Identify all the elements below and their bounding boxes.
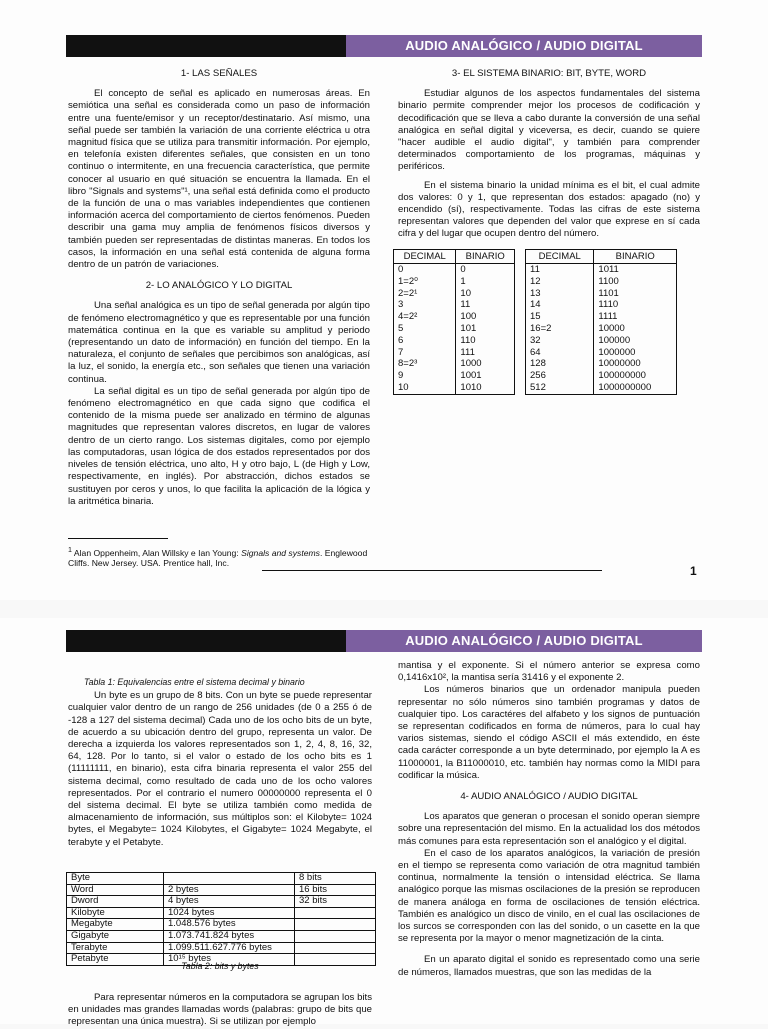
column-header: DECIMAL — [394, 250, 456, 264]
section-3-paragraph-1: Estudiar algunos de los aspectos fundamentales del sistema binario permite comprender mejor los procesos de codificación y decodificación que se lleva a cabo durante la conversión de una señal analógica en señal digital y viceversa, es decir, cuando se quiere "hacer audible el audio digital", y también para comprender determinados comportamiento de los programas, máquinas y periféricos. — [398, 88, 700, 173]
table-cell — [295, 930, 376, 942]
table-cell: 111 — [456, 347, 515, 359]
table-cell: 5 — [394, 323, 456, 335]
page-2-left-column-bottom — [68, 992, 372, 1029]
mantissa-paragraph: mantisa y el exponente. Si el número anterior se expresa como 0,1416x10², la mantisa sería 31416 y el exponente 2. — [398, 660, 700, 684]
table-cell: 1011 — [594, 264, 677, 276]
table-cell: 15 — [526, 311, 594, 323]
table-cell: 10 — [456, 288, 515, 300]
table-cell: 1010 — [456, 382, 515, 394]
header-title: AUDIO ANALÓGICO / AUDIO DIGITAL — [346, 35, 702, 57]
section-4-paragraph-3: En un aparato digital el sonido es representado como una serie de números, llamados muestras, que son las medidas de la — [398, 954, 700, 978]
table-cell: 10¹⁵ bytes — [164, 954, 295, 966]
table-cell: 4=2² — [394, 311, 456, 323]
table-cell: 16=2 — [526, 323, 594, 335]
table-header-row — [394, 250, 515, 264]
table-row — [394, 323, 515, 335]
byte-paragraph: Un byte es un grupo de 8 bits. Con un byte se puede representar cualquier valor dentro de un rango de 256 unidades (de 0 a 255 ó de -128 a 127 del sistema decimal) Cada uno de los ocho bits de un byte, de acuerdo a su ubicación dentro del grupo, representa un valor. De derecha a izquierda los valores representados son 1, 2, 4, 8, 16, 32, 64, 128. Por lo tanto, si el valor o estado de los ocho bits es 1 (11111111, en binario), esta cifra binaria representa el valor 255 del sistema decimal, como resultado de cada uno de los ocho valores representados. Por el contrario el numero 00000000 representa el 0 del sistema decimal. El byte se utiliza también como medida de almacenamiento de información, sus múltiplos son: el Kilobyte= 1024 bytes, el Megabyte= 1024 Kilobytes, el Gigabyte= 1024 Megabyte, el terabyte y el Petabyte. — [68, 690, 372, 848]
table-cell: Dword — [67, 896, 164, 908]
table-cell: Byte — [67, 873, 164, 885]
words-paragraph: Para representar números en la computadora se agrupan los bits en unidades mas grandes llamadas words (palabras: grupo de bits que representan una única muestra). Si se utilizan por ejemplo — [68, 992, 372, 1028]
table-cell: 1 — [456, 276, 515, 288]
table-row — [526, 299, 677, 311]
table-cell: 1101 — [594, 288, 677, 300]
table-cell: 1.099.511.627.776 bytes — [164, 942, 295, 954]
column-header: BINARIO — [594, 250, 677, 264]
footnote-rule — [68, 538, 168, 539]
table-cell: Megabyte — [67, 919, 164, 931]
table-row — [67, 930, 376, 942]
table-cell — [295, 907, 376, 919]
table-row — [67, 873, 376, 885]
section-4-heading: 4- AUDIO ANALÓGICO / AUDIO DIGITAL — [460, 791, 638, 803]
table-row — [67, 942, 376, 954]
bits-bytes-table — [66, 872, 376, 966]
table-row — [394, 347, 515, 359]
table-row — [526, 264, 677, 276]
page-2-left-column — [68, 676, 372, 849]
table-cell: 101 — [456, 323, 515, 335]
table-cell: 100 — [456, 311, 515, 323]
table-cell: Kilobyte — [67, 907, 164, 919]
table-row — [394, 276, 515, 288]
table-cell: 0 — [456, 264, 515, 276]
column-header: BINARIO — [456, 250, 515, 264]
footnote-mark: 1 — [68, 546, 72, 554]
table-cell: 128 — [526, 358, 594, 370]
table-cell: 2=2¹ — [394, 288, 456, 300]
table-cell: 11 — [526, 264, 594, 276]
footnote-book-title: Signals and systems — [241, 547, 320, 558]
binary-table-right — [525, 249, 677, 395]
table-cell — [164, 873, 295, 885]
footnote-publisher: . Englewood Cliffs. New Jersey. USA. Prentice hall, Inc. — [68, 547, 368, 569]
section-4-paragraph-1: Los aparatos que generan o procesan el sonido operan siempre sobre una representación del mismo. En la actualidad los dos métodos más comunes para esta representación son el analógico y el digital. — [398, 811, 700, 847]
table-row — [394, 382, 515, 394]
table-row — [526, 311, 677, 323]
table-cell: 8 bits — [295, 873, 376, 885]
table-row — [526, 347, 677, 359]
table-cell: 0 — [394, 264, 456, 276]
table-row — [526, 335, 677, 347]
table-cell: Word — [67, 884, 164, 896]
table-1-caption: Tabla 1: Equivalencias entre el sistema decimal y binario — [84, 677, 305, 687]
table-cell: 7 — [394, 347, 456, 359]
table-cell: 1000000000 — [594, 382, 677, 394]
table-row — [67, 884, 376, 896]
page-2 — [0, 618, 768, 1028]
table-cell: 12 — [526, 276, 594, 288]
table-cell: 8=2³ — [394, 358, 456, 370]
header-black-bar — [66, 35, 346, 57]
table-row — [526, 358, 677, 370]
section-3-heading: 3- EL SISTEMA BINARIO: BIT, BYTE, WORD — [451, 68, 647, 79]
table-cell: 1110 — [594, 299, 677, 311]
table-cell: 16 bits — [295, 884, 376, 896]
table-cell: 32 — [526, 335, 594, 347]
table-cell: 4 bytes — [164, 896, 295, 908]
table-row — [394, 288, 515, 300]
table-cell: 1000000 — [594, 347, 677, 359]
page-1-bottom-rule — [262, 570, 602, 571]
table-cell: 100000000 — [594, 370, 677, 382]
page-2-right-column — [398, 660, 700, 979]
footnote-authors: Alan Oppenheim, Alan Willsky e Ian Young: — [73, 547, 242, 558]
table-cell: 1024 bytes — [164, 907, 295, 919]
binary-table-left — [393, 249, 515, 395]
page-1-header — [66, 35, 702, 57]
section-4-paragraph-2: En el caso de los aparatos analógicos, la variación de presión en el tiempo se representa como variación de otra magnitud también continua, normalmente la tensión o intensidad eléctrica. Se llama analógico porque las mismas oscilaciones de la presión se reproducen de manera análoga en forma de oscilaciones de tensión eléctrica. También es analógico un disco de vinilo, en el cual las oscilaciones de los surcos se corresponden con las del sonido, o un casette en la que se representa por la mayor o menor magnetización de la cinta. — [398, 847, 700, 945]
table-cell: 11 — [456, 299, 515, 311]
table-row — [67, 919, 376, 931]
table-cell: 256 — [526, 370, 594, 382]
table-cell: 64 — [526, 347, 594, 359]
table-cell: Petabyte — [67, 954, 164, 966]
section-1-heading: 1- LAS SEÑALES — [180, 68, 258, 79]
table-cell: 6 — [394, 335, 456, 347]
table-row — [394, 358, 515, 370]
page-2-header — [66, 630, 702, 652]
table-row — [394, 264, 515, 276]
section-3-paragraph-2: En el sistema binario la unidad mínima es el bit, el cual admite dos valores: 0 y 1, que representan dos estados: apagado (no) y encendido (sí), respectivamente. Todas las cifras de este sistema representan valores que dependen del valor que exprese en sí cada cifra y del lugar que ocupen dentro del número. — [398, 179, 700, 240]
table-row — [67, 907, 376, 919]
table-row — [526, 323, 677, 335]
table-cell — [295, 942, 376, 954]
table-cell: 1001 — [456, 370, 515, 382]
table-cell: 1100 — [594, 276, 677, 288]
table-cell — [295, 919, 376, 931]
header-title: AUDIO ANALÓGICO / AUDIO DIGITAL — [346, 630, 702, 652]
table-cell: 10 — [394, 382, 456, 394]
table-cell: 3 — [394, 299, 456, 311]
page-1-left-column — [68, 68, 370, 508]
table-cell: 512 — [526, 382, 594, 394]
page-1-right-column — [398, 68, 700, 241]
table-cell: 1=2⁰ — [394, 276, 456, 288]
table-cell: 10000000 — [594, 358, 677, 370]
page-number: 1 — [690, 564, 697, 578]
binary-numbers-paragraph: Los números binarios que un ordenador manipula pueden representar no sólo números sino también programas y datos de cualquier tipo. Los caractéres del alfabeto y los signos de puntuación se representan codificados en forma de números, para lo cual hay varios sistemas, siendo el código ASCII el más extendido, en éste cada carácter corresponde a un byte determinado, por ejemplo la A es 11000001, la B11000010, etc. también hay normas como la MIDI para codificar la música. — [398, 684, 700, 781]
table-row — [526, 276, 677, 288]
section-1-paragraph: El concepto de señal es aplicado en numerosas áreas. En semiótica una señal es considerada como un paso de información entre una fuente/emisor y un receptor/destinatario. Así mismo, una señal puede ser también la variación de una corriente eléctrica u otra magnitud física que se utiliza para transmitir información. Por ejemplo, en telefonía existen diferentes señales, que consisten en un tono continuo o intermitente, en una frecuencia característica, que permite conocer al usuario en qué situación se encuentra la llamada. En el libro "Signals and systems"¹, una señal está definida como el producto de la función de una o mas variables independientes que contienen información acerca del comportamiento de ciertos fenómenos. Pueden describir una gama muy amplia de fenómenos físicos diversos y también pueden ser representadas de distintas maneras. En todos los casos, la información en una señal está contenida de alguna forma dentro de un patrón de variaciones. — [68, 88, 370, 271]
table-row — [394, 311, 515, 323]
table-cell: 110 — [456, 335, 515, 347]
table-header-row — [526, 250, 677, 264]
footnote — [68, 545, 372, 569]
table-row — [67, 896, 376, 908]
table-row — [394, 370, 515, 382]
table-row — [394, 335, 515, 347]
table-cell: 14 — [526, 299, 594, 311]
column-header: DECIMAL — [526, 250, 594, 264]
table-cell: 10000 — [594, 323, 677, 335]
table-cell: 1.048.576 bytes — [164, 919, 295, 931]
table-cell: 2 bytes — [164, 884, 295, 896]
table-row — [394, 299, 515, 311]
table-cell: 100000 — [594, 335, 677, 347]
table-cell: 1111 — [594, 311, 677, 323]
table-cell: 13 — [526, 288, 594, 300]
table-2-caption: Tabla 2: bits y bytes — [181, 961, 259, 971]
table-row — [526, 382, 677, 394]
section-2-paragraph-2: La señal digital es un tipo de señal generada por algún tipo de fenómeno electromagnético en que cada signo que codifica el contenido de la misma puede ser analizado en término de algunas magnitudes que representan valores discretos, en lugar de valores dentro de un cierto rango. Los sistemas digitales, como por ejemplo las computadoras, usan lógica de dos estados representados por dos niveles de tensión eléctrica, uno alto, H y otro bajo, L (de High y Low, respectivamente, en inglés). Por abstracción, dichos estados se sustituyen por ceros y unos, lo que facilita la aplicación de la lógica y la aritmética binaria. — [68, 385, 370, 507]
header-black-bar — [66, 630, 346, 652]
table-cell: 9 — [394, 370, 456, 382]
section-2-heading: 2- LO ANALÓGICO Y LO DIGITAL — [145, 280, 293, 292]
table-cell: 1.073.741.824 bytes — [164, 930, 295, 942]
table-cell: 1000 — [456, 358, 515, 370]
table-cell: 32 bits — [295, 896, 376, 908]
table-row — [526, 288, 677, 300]
table-cell: Terabyte — [67, 942, 164, 954]
table-cell: Gigabyte — [67, 930, 164, 942]
section-2-paragraph-1: Una señal analógica es un tipo de señal generada por algún tipo de fenómeno electromagnético y que es representable por una función matemática continua en la que es variable su amplitud y periodo (representando un dato de información) en función del tiempo. En la naturaleza, el conjunto de señales que percibimos son analógicas, así la luz, el sonido, la energía etc., son señales que tienen una variación continua. — [68, 300, 370, 385]
table-row — [526, 370, 677, 382]
